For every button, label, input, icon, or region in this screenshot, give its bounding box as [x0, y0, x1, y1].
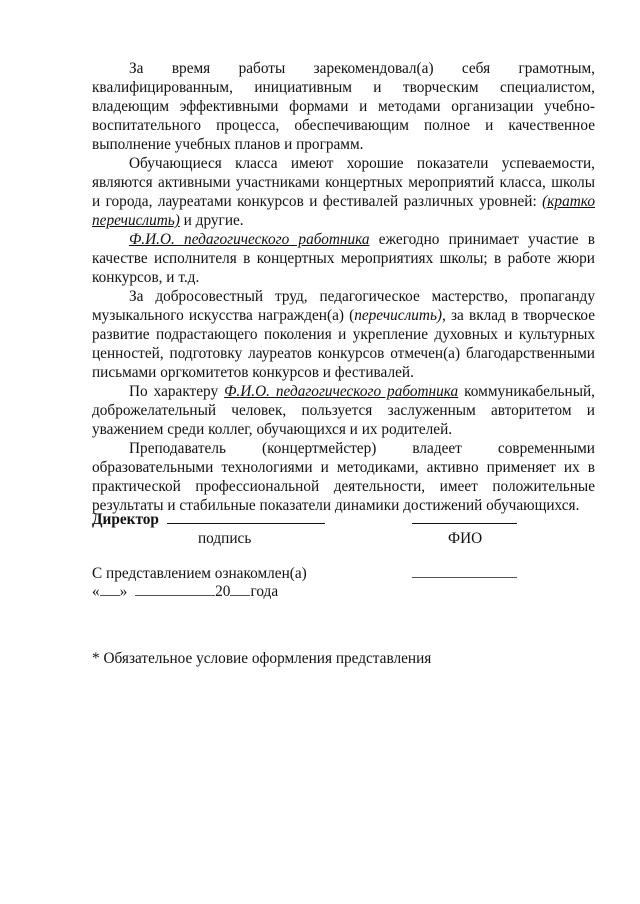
director-name-line — [412, 523, 517, 524]
director-name-line-wrap — [412, 510, 517, 529]
paragraph-text: За время работы зарекомендовал(а) себя грамотным, квалифицированным, инициативным и творческим специалистом, владеющим эффективными формами и методами организации учебно-воспитательного процесса, обеспечивающим полное и качественное выполнение учебных планов и программ. — [92, 60, 595, 153]
paragraph — [92, 382, 595, 439]
date-day-blank — [100, 595, 120, 596]
paragraph-text: коммуникабельный, доброжелательный человек, пользуется заслуженным авторитетом и уважением среди коллег, обучающихся и их родителей. — [92, 383, 595, 438]
paragraph-text: и другие. — [179, 212, 244, 229]
signature-caption: подпись — [198, 530, 252, 547]
paragraph-text: За добросовестный труд, педагогическое мастерство, пропаганду музыкального искусства награжден(а) ( — [92, 288, 595, 324]
paragraph-text: По характеру — [129, 383, 225, 400]
date-open-quote: « — [92, 583, 100, 600]
acknowledgement-line — [412, 577, 517, 578]
placeholder-text: (кратко перечислить) — [92, 193, 595, 229]
date-close-quote: » — [119, 583, 128, 600]
acknowledgement-text: С представлением ознакомлен(а) — [92, 565, 307, 582]
document-body — [92, 59, 595, 515]
director-line — [92, 510, 325, 529]
paragraph — [92, 439, 595, 515]
date-month-blank — [135, 595, 215, 596]
paragraph-text: Преподаватель (концертмейстер) владеет современными образовательными технологиями и методиками, активно применяет их в практической профессиональной деятельности, имеет положительные результаты и стабильные показатели динамики достижений обучающихся. — [92, 440, 595, 514]
date-line — [92, 582, 278, 601]
director-label: Директор — [92, 511, 159, 528]
date-year-prefix: 20 — [215, 583, 231, 600]
paragraph — [92, 59, 595, 154]
director-signature-line — [167, 523, 325, 524]
placeholder-text: Ф.И.О. педагогического работника — [129, 231, 370, 248]
name-caption: ФИО — [448, 530, 483, 547]
signature-block — [92, 510, 595, 600]
paragraph — [92, 287, 595, 382]
paragraph — [92, 154, 595, 230]
paragraph-text: , за вклад в творческое развитие подрастающего поколения и укрепление духовных и культурных ценностей, подготовку лауреатов конкурсов отмечен(а) благодарственными письмами оргкомитетов конкурсов и фестивалей. — [92, 307, 595, 381]
footnote: * Обязательное условие оформления представления — [92, 650, 432, 667]
paragraph-text: ежегодно принимает участие в качестве исполнителя в концертных мероприятиях школы; в работе жюри конкурсов, и т.д. — [92, 231, 595, 286]
placeholder-text: Ф.И.О. педагогического работника — [224, 383, 459, 400]
date-year-suffix: года — [250, 583, 279, 600]
paragraph-text: Обучающиеся класса имеют хорошие показатели успеваемости, являются активными участниками концертных мероприятий класса, школы и города, лауреатами конкурсов и фестивалей различных уровней: — [92, 155, 595, 210]
italic-text: перечислить) — [354, 307, 443, 324]
paragraph — [92, 230, 595, 287]
date-year-blank — [230, 595, 250, 596]
acknowledgement-line-wrap — [412, 564, 517, 583]
